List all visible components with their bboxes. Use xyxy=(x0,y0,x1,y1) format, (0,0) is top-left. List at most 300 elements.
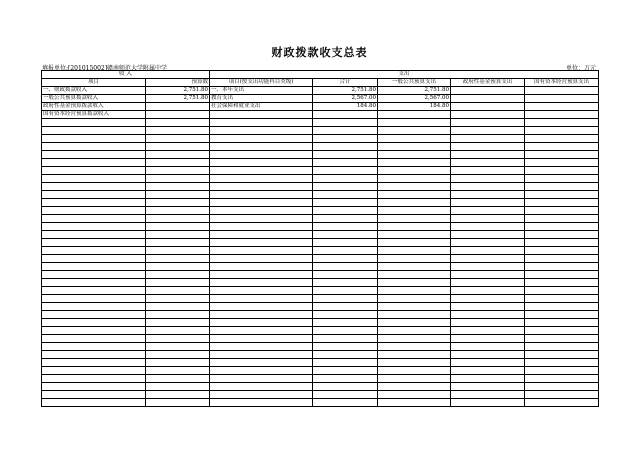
empty-cell xyxy=(451,183,525,191)
empty-cell xyxy=(451,375,525,383)
empty-cell xyxy=(146,327,210,335)
empty-row xyxy=(42,367,599,375)
col-header-state: 国有资本经营预算支出 xyxy=(525,79,599,87)
empty-cell xyxy=(525,247,599,255)
empty-cell xyxy=(210,287,313,295)
empty-cell xyxy=(451,119,525,127)
empty-cell xyxy=(451,303,525,311)
empty-cell xyxy=(378,175,451,183)
empty-cell xyxy=(210,311,313,319)
empty-cell xyxy=(42,375,146,383)
empty-cell xyxy=(313,159,378,167)
empty-cell xyxy=(146,199,210,207)
empty-cell xyxy=(313,215,378,223)
expense-item-cell xyxy=(210,111,313,119)
empty-cell xyxy=(451,367,525,375)
empty-cell xyxy=(210,231,313,239)
empty-cell xyxy=(313,119,378,127)
empty-cell xyxy=(378,295,451,303)
empty-cell xyxy=(146,159,210,167)
fiscal-summary-table xyxy=(41,70,599,407)
empty-row xyxy=(42,263,599,271)
empty-row xyxy=(42,231,599,239)
state-capital-cell xyxy=(525,103,599,111)
empty-cell xyxy=(146,255,210,263)
empty-cell xyxy=(525,159,599,167)
empty-cell xyxy=(210,135,313,143)
empty-cell xyxy=(42,351,146,359)
income-budget-cell xyxy=(146,111,210,119)
empty-cell xyxy=(525,399,599,407)
empty-cell xyxy=(525,231,599,239)
empty-cell xyxy=(525,271,599,279)
empty-cell xyxy=(42,167,146,175)
empty-cell xyxy=(146,287,210,295)
empty-cell xyxy=(378,127,451,135)
empty-cell xyxy=(146,351,210,359)
empty-cell xyxy=(525,223,599,231)
expense-item-cell: 社会保障和就业支出 xyxy=(210,103,313,111)
empty-cell xyxy=(42,287,146,295)
empty-cell xyxy=(451,127,525,135)
empty-cell xyxy=(525,255,599,263)
state-capital-cell xyxy=(525,95,599,103)
empty-cell xyxy=(451,263,525,271)
empty-cell xyxy=(451,167,525,175)
empty-cell xyxy=(42,343,146,351)
empty-cell xyxy=(42,223,146,231)
empty-cell xyxy=(313,343,378,351)
empty-cell xyxy=(525,383,599,391)
empty-cell xyxy=(378,167,451,175)
empty-cell xyxy=(146,319,210,327)
empty-cell xyxy=(210,343,313,351)
empty-cell xyxy=(210,191,313,199)
empty-cell xyxy=(210,167,313,175)
empty-cell xyxy=(525,119,599,127)
empty-cell xyxy=(42,263,146,271)
empty-cell xyxy=(42,135,146,143)
empty-cell xyxy=(451,383,525,391)
empty-cell xyxy=(525,279,599,287)
empty-row xyxy=(42,375,599,383)
empty-cell xyxy=(146,183,210,191)
empty-cell xyxy=(313,303,378,311)
empty-cell xyxy=(210,255,313,263)
empty-cell xyxy=(451,295,525,303)
empty-cell xyxy=(378,359,451,367)
empty-cell xyxy=(378,183,451,191)
empty-cell xyxy=(210,383,313,391)
empty-cell xyxy=(42,311,146,319)
empty-cell xyxy=(210,247,313,255)
empty-cell xyxy=(146,207,210,215)
empty-cell xyxy=(451,231,525,239)
empty-cell xyxy=(146,127,210,135)
empty-row xyxy=(42,223,599,231)
empty-cell xyxy=(451,191,525,199)
empty-cell xyxy=(378,191,451,199)
empty-cell xyxy=(210,143,313,151)
empty-cell xyxy=(210,183,313,191)
empty-cell xyxy=(525,327,599,335)
empty-row xyxy=(42,215,599,223)
fund-budget-cell xyxy=(451,95,525,103)
col-header-total: 合计 xyxy=(313,79,378,87)
empty-cell xyxy=(378,319,451,327)
expense-item-cell: 一、本年支出 xyxy=(210,87,313,95)
empty-cell xyxy=(146,231,210,239)
empty-cell xyxy=(210,303,313,311)
empty-row xyxy=(42,151,599,159)
empty-cell xyxy=(313,335,378,343)
empty-cell xyxy=(451,175,525,183)
empty-cell xyxy=(146,295,210,303)
empty-row xyxy=(42,303,599,311)
empty-cell xyxy=(210,351,313,359)
expense-total-cell: 2,751.80 xyxy=(313,87,378,95)
empty-cell xyxy=(451,223,525,231)
empty-cell xyxy=(451,159,525,167)
empty-cell xyxy=(210,399,313,407)
empty-cell xyxy=(525,151,599,159)
empty-cell xyxy=(210,279,313,287)
empty-cell xyxy=(42,319,146,327)
empty-cell xyxy=(313,167,378,175)
empty-cell xyxy=(525,167,599,175)
empty-cell xyxy=(525,207,599,215)
empty-row xyxy=(42,159,599,167)
empty-cell xyxy=(146,135,210,143)
empty-cell xyxy=(313,247,378,255)
empty-row xyxy=(42,359,599,367)
expense-group-header: 支出 xyxy=(210,71,599,79)
general-budget-cell: 184.80 xyxy=(378,103,451,111)
empty-cell xyxy=(378,287,451,295)
empty-row xyxy=(42,207,599,215)
empty-row xyxy=(42,247,599,255)
empty-cell xyxy=(146,311,210,319)
empty-cell xyxy=(378,247,451,255)
empty-cell xyxy=(210,159,313,167)
income-item-cell: 一般公共预算拨款收入 xyxy=(42,95,146,103)
empty-row xyxy=(42,335,599,343)
empty-cell xyxy=(313,127,378,135)
empty-cell xyxy=(313,199,378,207)
empty-cell xyxy=(313,191,378,199)
empty-cell xyxy=(146,167,210,175)
empty-cell xyxy=(313,399,378,407)
empty-cell xyxy=(451,391,525,399)
empty-cell xyxy=(451,247,525,255)
empty-cell xyxy=(210,175,313,183)
empty-cell xyxy=(313,175,378,183)
empty-cell xyxy=(313,231,378,239)
empty-cell xyxy=(313,375,378,383)
empty-cell xyxy=(210,151,313,159)
empty-cell xyxy=(451,279,525,287)
empty-cell xyxy=(525,335,599,343)
empty-cell xyxy=(313,255,378,263)
empty-cell xyxy=(210,295,313,303)
expense-item-cell: 教育支出 xyxy=(210,95,313,103)
empty-cell xyxy=(210,199,313,207)
empty-cell xyxy=(146,271,210,279)
empty-row xyxy=(42,143,599,151)
empty-cell xyxy=(378,311,451,319)
empty-cell xyxy=(146,359,210,367)
empty-cell xyxy=(451,143,525,151)
empty-cell xyxy=(42,119,146,127)
empty-cell xyxy=(146,143,210,151)
empty-row xyxy=(42,295,599,303)
empty-cell xyxy=(146,375,210,383)
empty-cell xyxy=(146,263,210,271)
empty-cell xyxy=(525,391,599,399)
empty-cell xyxy=(42,279,146,287)
empty-cell xyxy=(378,327,451,335)
empty-cell xyxy=(146,343,210,351)
empty-cell xyxy=(378,119,451,127)
empty-cell xyxy=(146,239,210,247)
empty-cell xyxy=(146,223,210,231)
empty-cell xyxy=(451,359,525,367)
empty-cell xyxy=(42,303,146,311)
empty-cell xyxy=(313,271,378,279)
empty-cell xyxy=(525,215,599,223)
empty-cell xyxy=(525,359,599,367)
empty-cell xyxy=(525,375,599,383)
empty-cell xyxy=(378,143,451,151)
empty-cell xyxy=(146,303,210,311)
empty-cell xyxy=(451,335,525,343)
table-row xyxy=(42,103,599,111)
empty-cell xyxy=(525,135,599,143)
empty-cell xyxy=(378,271,451,279)
empty-cell xyxy=(42,191,146,199)
empty-cell xyxy=(378,215,451,223)
col-header-general: 一般公共预算支出 xyxy=(378,79,451,87)
empty-cell xyxy=(378,279,451,287)
empty-cell xyxy=(525,263,599,271)
empty-cell xyxy=(313,207,378,215)
empty-cell xyxy=(210,223,313,231)
empty-cell xyxy=(525,183,599,191)
empty-cell xyxy=(210,375,313,383)
table-row xyxy=(42,87,599,95)
empty-cell xyxy=(451,351,525,359)
empty-cell xyxy=(42,271,146,279)
empty-cell xyxy=(378,207,451,215)
empty-cell xyxy=(525,367,599,375)
empty-cell xyxy=(313,327,378,335)
empty-row xyxy=(42,383,599,391)
empty-row xyxy=(42,311,599,319)
empty-cell xyxy=(378,151,451,159)
empty-cell xyxy=(210,319,313,327)
empty-row xyxy=(42,199,599,207)
empty-row xyxy=(42,351,599,359)
empty-cell xyxy=(210,391,313,399)
empty-row xyxy=(42,183,599,191)
empty-cell xyxy=(313,383,378,391)
state-capital-cell xyxy=(525,111,599,119)
col-header-budget: 预算数 xyxy=(146,79,210,87)
empty-cell xyxy=(313,367,378,375)
empty-cell xyxy=(42,215,146,223)
empty-cell xyxy=(378,239,451,247)
empty-cell xyxy=(451,271,525,279)
empty-cell xyxy=(146,191,210,199)
empty-cell xyxy=(313,311,378,319)
empty-cell xyxy=(146,247,210,255)
empty-cell xyxy=(525,143,599,151)
empty-cell xyxy=(378,375,451,383)
empty-cell xyxy=(146,119,210,127)
empty-cell xyxy=(378,383,451,391)
empty-cell xyxy=(378,367,451,375)
empty-cell xyxy=(42,231,146,239)
income-item-cell: 一、财政拨款收入 xyxy=(42,87,146,95)
empty-cell xyxy=(42,247,146,255)
empty-cell xyxy=(146,399,210,407)
income-item-cell: 国有资本经营预算拨款收入 xyxy=(42,111,146,119)
empty-cell xyxy=(525,319,599,327)
empty-cell xyxy=(451,311,525,319)
empty-cell xyxy=(42,391,146,399)
empty-cell xyxy=(378,159,451,167)
expense-total-cell xyxy=(313,111,378,119)
empty-cell xyxy=(210,215,313,223)
empty-row xyxy=(42,175,599,183)
empty-cell xyxy=(525,175,599,183)
empty-cell xyxy=(378,135,451,143)
empty-row xyxy=(42,319,599,327)
empty-cell xyxy=(525,239,599,247)
empty-cell xyxy=(525,199,599,207)
empty-cell xyxy=(451,207,525,215)
empty-cell xyxy=(146,391,210,399)
empty-cell xyxy=(313,359,378,367)
empty-cell xyxy=(42,159,146,167)
general-budget-cell xyxy=(378,111,451,119)
empty-cell xyxy=(313,295,378,303)
general-budget-cell: 2,751.80 xyxy=(378,87,451,95)
empty-cell xyxy=(42,255,146,263)
empty-cell xyxy=(378,255,451,263)
state-capital-cell xyxy=(525,87,599,95)
empty-cell xyxy=(313,135,378,143)
empty-cell xyxy=(210,207,313,215)
empty-row xyxy=(42,239,599,247)
income-budget-cell xyxy=(146,103,210,111)
empty-row xyxy=(42,279,599,287)
empty-cell xyxy=(451,151,525,159)
empty-cell xyxy=(378,335,451,343)
empty-cell xyxy=(313,239,378,247)
empty-cell xyxy=(451,215,525,223)
empty-cell xyxy=(378,343,451,351)
empty-cell xyxy=(525,303,599,311)
empty-row xyxy=(42,119,599,127)
income-budget-cell: 2,751.80 xyxy=(146,87,210,95)
empty-cell xyxy=(210,335,313,343)
empty-cell xyxy=(451,343,525,351)
empty-cell xyxy=(146,175,210,183)
table-row xyxy=(42,95,599,103)
empty-cell xyxy=(210,367,313,375)
empty-row xyxy=(42,167,599,175)
empty-cell xyxy=(378,391,451,399)
empty-cell xyxy=(42,295,146,303)
empty-cell xyxy=(42,127,146,135)
empty-cell xyxy=(313,351,378,359)
empty-cell xyxy=(42,207,146,215)
empty-cell xyxy=(451,327,525,335)
empty-cell xyxy=(210,271,313,279)
empty-cell xyxy=(451,399,525,407)
empty-cell xyxy=(525,295,599,303)
empty-cell xyxy=(378,399,451,407)
empty-row xyxy=(42,287,599,295)
empty-cell xyxy=(42,175,146,183)
empty-cell xyxy=(525,351,599,359)
empty-row xyxy=(42,399,599,407)
group-header-row xyxy=(42,71,599,79)
empty-cell xyxy=(313,183,378,191)
reporting-unit: 填报单位:[201015002]赣南师范大学附属中学 xyxy=(42,65,168,72)
col-header-expense-item: 项目(按支出功能科目类级) xyxy=(210,79,313,87)
report-title: 财政拨款收支总表 xyxy=(271,46,368,59)
expense-total-cell: 2,567.00 xyxy=(313,95,378,103)
income-budget-cell: 2,751.80 xyxy=(146,95,210,103)
empty-cell xyxy=(210,239,313,247)
empty-row xyxy=(42,135,599,143)
col-header-item: 项目 xyxy=(42,79,146,87)
empty-cell xyxy=(451,287,525,295)
empty-cell xyxy=(210,263,313,271)
empty-cell xyxy=(378,303,451,311)
empty-cell xyxy=(525,127,599,135)
table-row xyxy=(42,111,599,119)
empty-cell xyxy=(378,223,451,231)
empty-row xyxy=(42,343,599,351)
empty-cell xyxy=(525,191,599,199)
empty-cell xyxy=(451,135,525,143)
general-budget-cell: 2,567.00 xyxy=(378,95,451,103)
empty-cell xyxy=(378,231,451,239)
empty-cell xyxy=(451,239,525,247)
empty-cell xyxy=(42,183,146,191)
currency-unit: 单位：万元 xyxy=(565,65,596,72)
fund-budget-cell xyxy=(451,103,525,111)
empty-cell xyxy=(525,287,599,295)
empty-cell xyxy=(451,199,525,207)
empty-cell xyxy=(210,127,313,135)
empty-cell xyxy=(146,215,210,223)
empty-cell xyxy=(146,335,210,343)
expense-total-cell: 184.80 xyxy=(313,103,378,111)
empty-cell xyxy=(451,319,525,327)
empty-cell xyxy=(42,143,146,151)
empty-cell xyxy=(42,399,146,407)
empty-cell xyxy=(313,391,378,399)
empty-cell xyxy=(42,383,146,391)
empty-cell xyxy=(42,199,146,207)
empty-cell xyxy=(313,151,378,159)
empty-cell xyxy=(313,287,378,295)
empty-cell xyxy=(42,367,146,375)
